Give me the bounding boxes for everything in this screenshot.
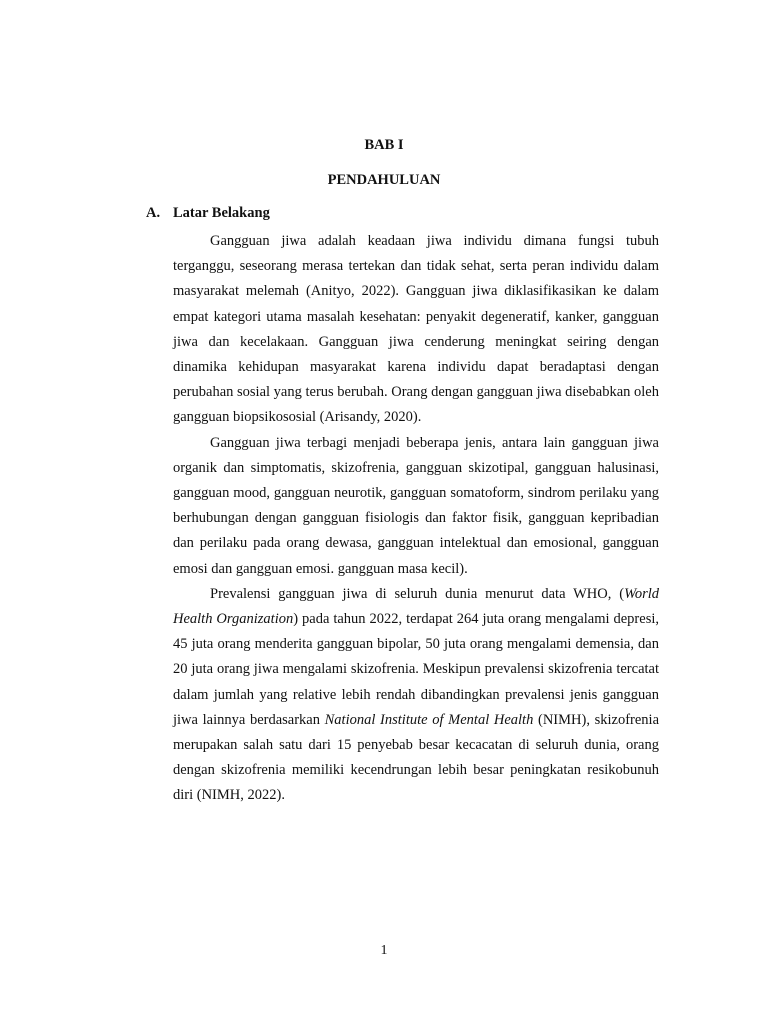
- paragraph-3-italic-nimh: National Institute of Mental Health: [324, 711, 534, 728]
- section-title: Latar Belakang: [173, 205, 270, 221]
- section-letter: A.: [146, 205, 161, 221]
- section-heading: [146, 205, 270, 222]
- paragraph-3-italic-who: World Health Organization: [173, 585, 659, 628]
- paragraph-3-text-3: (NIMH), skizofrenia merupakan salah satu dari 15 penyebab besar kecacatan di seluruh dunia, orang dengan skizofrenia memiliki kecendrungan lebih besar peningkatan resikobunuh diri (NIMH, 2022).: [173, 711, 660, 804]
- paragraph-3-text-1: Prevalensi gangguan jiwa di seluruh dunia menurut data WHO, (: [210, 585, 625, 602]
- chapter-subtitle: PENDAHULUAN: [327, 172, 441, 188]
- paragraph-1: Gangguan jiwa adalah keadaan jiwa individu dimana fungsi tubuh terganggu, seseorang merasa tertekan dan tidak sehat, serta peran individu dalam masyarakat melemah (Anityo, 2022). Gangguan jiwa diklasifikasikan ke dalam empat kategori utama masalah kesehatan: penyakit degeneratif, kanker, gangguan jiwa dan kecelakaan. Gangguan jiwa cenderung meningkat seiring dengan dinamika kehidupan masyarakat karena individu dapat beradaptasi dengan perubahan sosial yang terus berubah. Orang dengan gangguan jiwa disebabkan oleh gangguan biopsikososial (Arisandy, 2020).: [173, 233, 659, 426]
- body-text: [173, 229, 659, 809]
- chapter-title: BAB I: [364, 137, 404, 153]
- paragraph-3-text-2: ) pada tahun 2022, terdapat 264 juta orang mengalami depresi, 45 juta orang menderita gangguan bipolar, 50 juta orang mengalami demensia, dan 20 juta orang jiwa mengalami skizofrenia. Meskipun prevalensi skizofrenia tercatat dalam jumlah yang relative lebih rendah dibandingkan prevalensi jenis gangguan jiwa lainnya berdasarkan: [173, 611, 659, 728]
- paragraph-2: Gangguan jiwa terbagi menjadi beberapa jenis, antara lain gangguan jiwa organik dan simptomatis, skizofrenia, gangguan skizotipal, gangguan halusinasi, gangguan mood, gangguan neurotik, gangguan somatoform, sindrom perilaku yang berhubungan dengan gangguan fisiologis dan faktor fisik, gangguan kepribadian dan perilaku pada orang dewasa, gangguan intelektual dan emosional, gangguan emosi dan gangguan emosi. gangguan masa kecil).: [173, 434, 659, 577]
- page-number: 1: [380, 943, 388, 958]
- paragraph-3: [173, 582, 659, 809]
